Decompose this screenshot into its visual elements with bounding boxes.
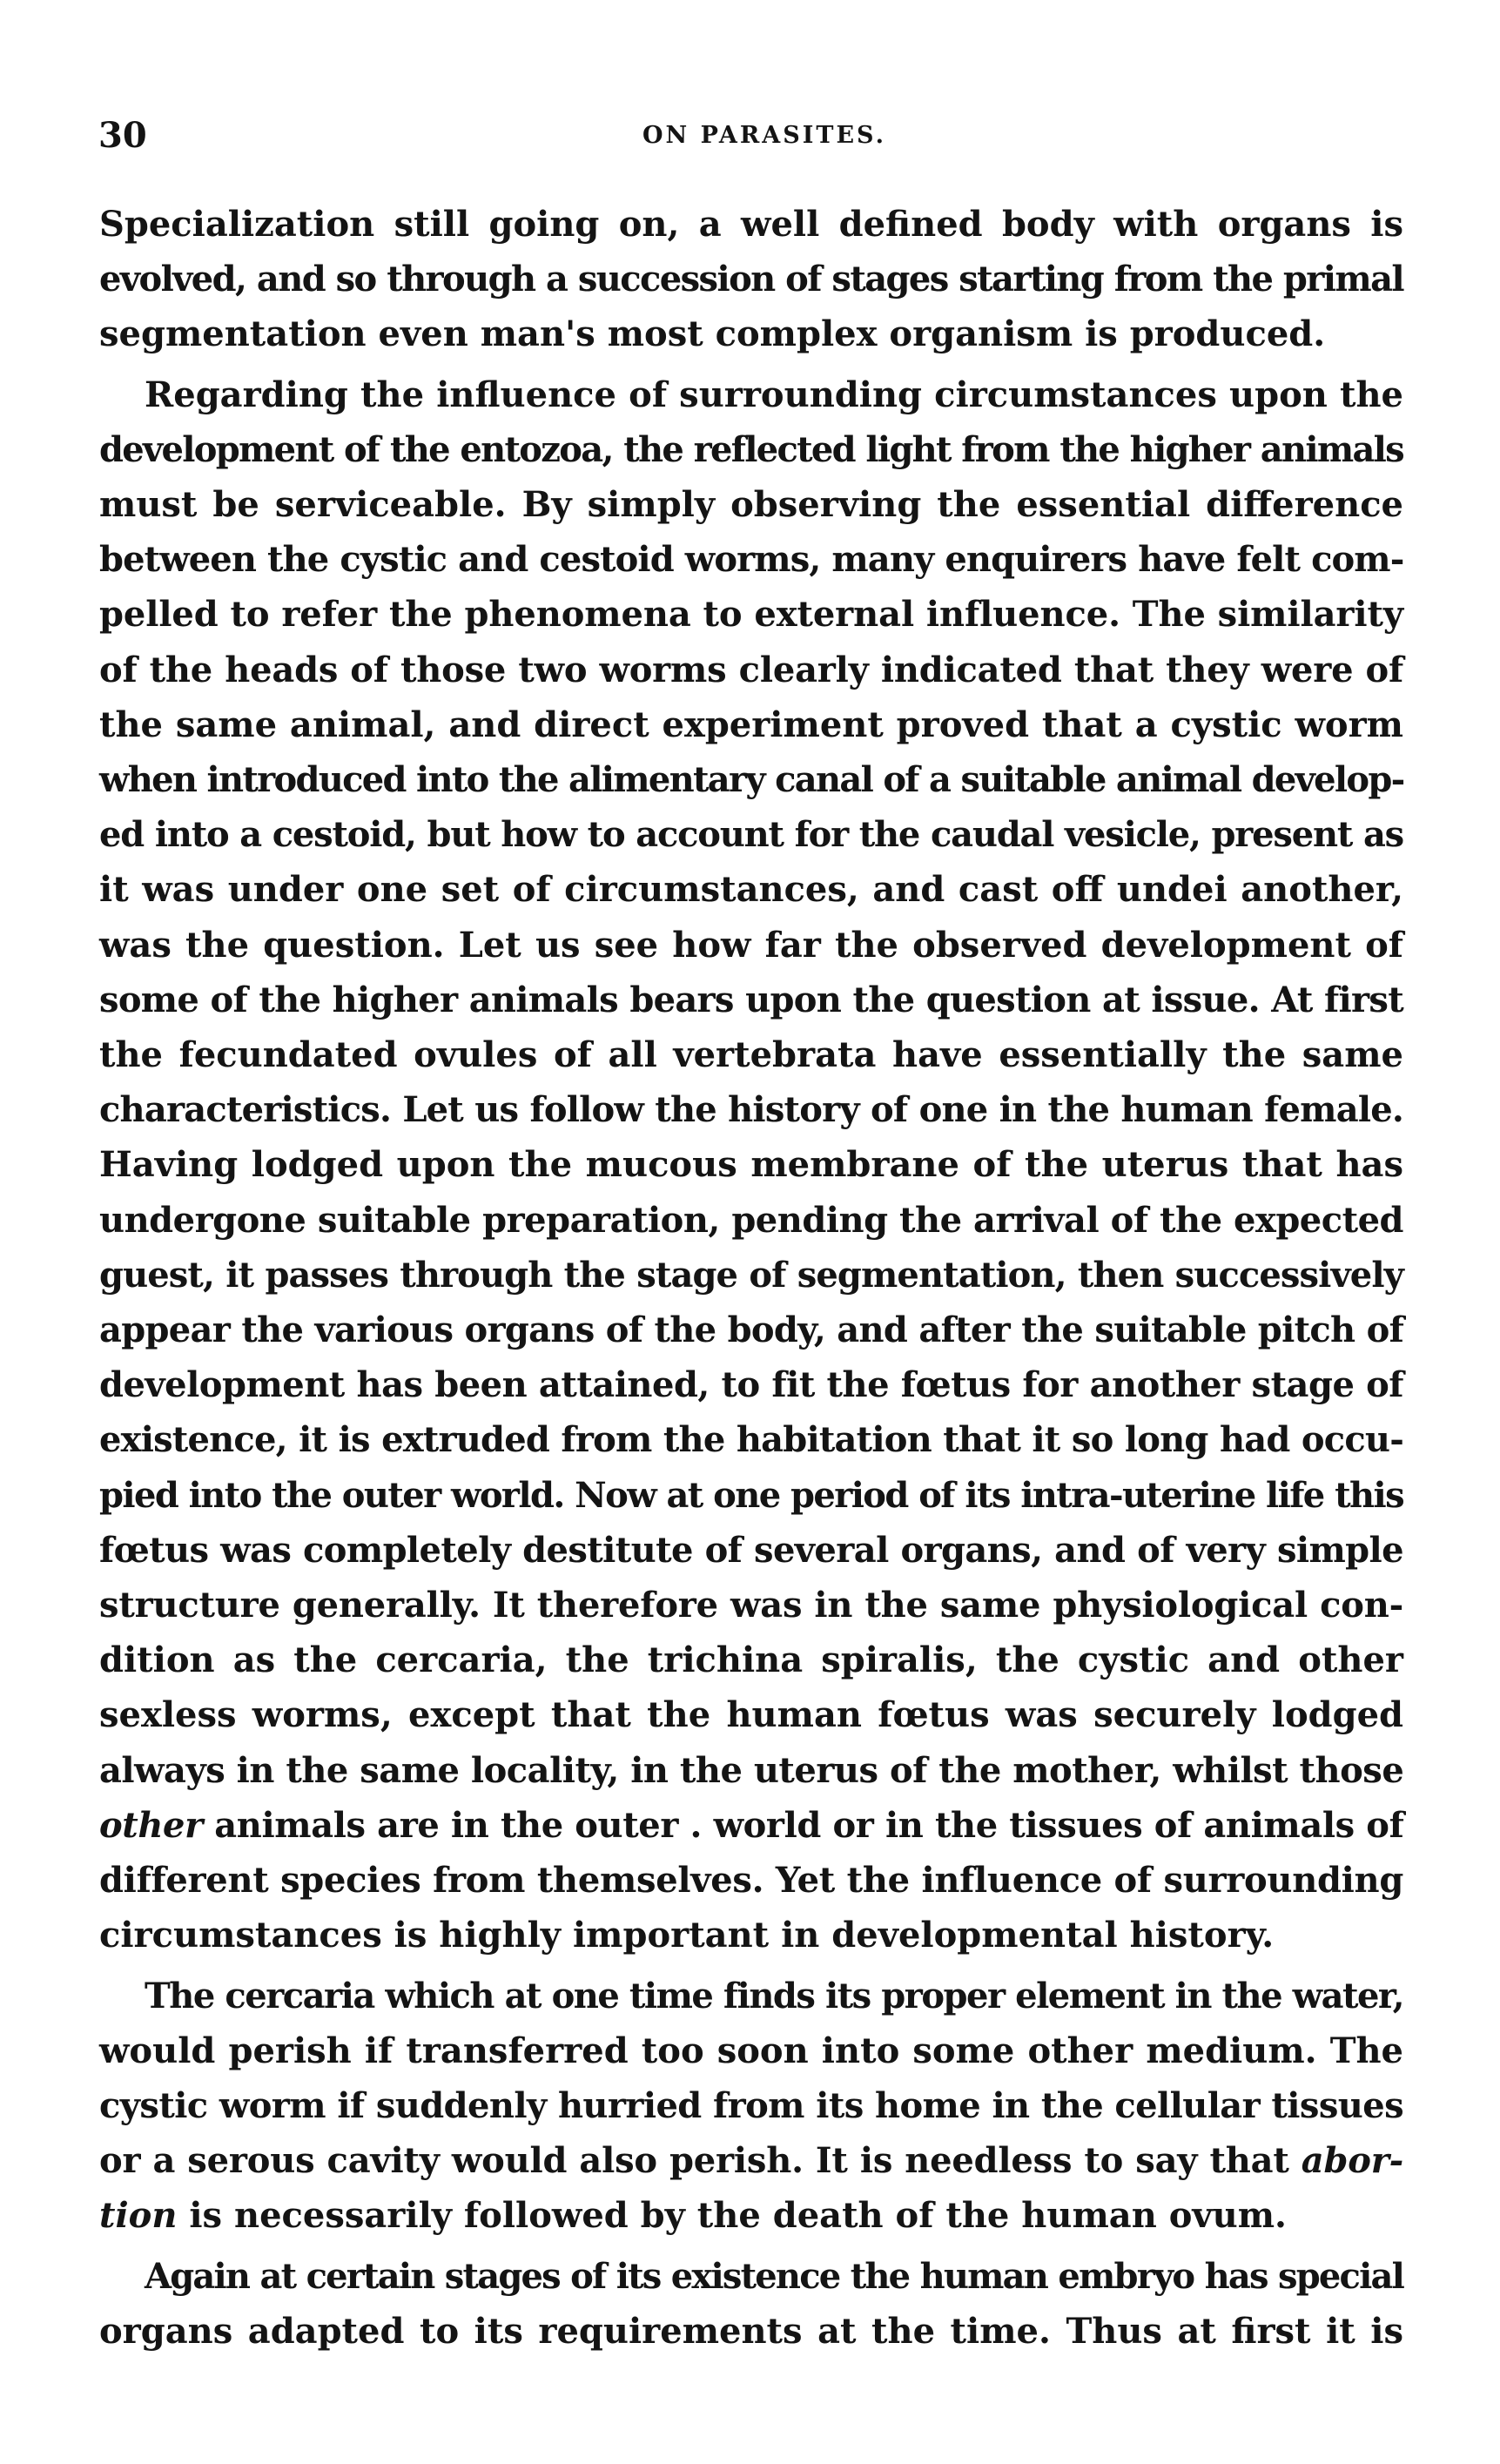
body-text (99, 197, 1403, 2364)
text-run: animals are in the outer . world or in the tissues of animals of (202, 1804, 1404, 1846)
paragraph-1 (99, 197, 1403, 362)
text-line: was the question. Let us see how far the observed development of (99, 924, 1403, 966)
text-line: The cercaria which at one time finds its proper element in the water, (145, 1975, 1403, 2016)
running-title: ON PARASITES. (642, 122, 886, 149)
text-line-with-italic (99, 2188, 1403, 2243)
text-line: Again at certain stages of its existence the human embryo has special (145, 2255, 1403, 2297)
italic-word: other (99, 1804, 203, 1846)
text-line-with-italic (99, 2133, 1403, 2188)
text-line: appear the various organs of the body, and after the suitable pitch of (99, 1309, 1404, 1351)
text-run: or a serous cavity would also perish. It is needless to say that (99, 2140, 1302, 2182)
text-line-with-italic (99, 1798, 1403, 1853)
italic-word: abor- (1301, 2140, 1403, 2182)
paragraph-2 (99, 367, 1403, 1963)
text-line: existence, it is extruded from the habitation that it so long had occu- (99, 1419, 1403, 1461)
running-head (98, 113, 1430, 165)
text-line: ed into a cestoid, but how to account for the caudal vesicle, present as (99, 814, 1403, 856)
text-line: circumstances is highly important in developmental history. (99, 1915, 1275, 1956)
text-line: Specialization still going on, a well defined body with organs is (99, 204, 1403, 245)
text-line: Regarding the influence of surrounding circumstances upon the (145, 374, 1403, 415)
text-line: development has been attained, to fit the fœtus for another stage of (99, 1364, 1403, 1406)
text-line: characteristics. Let us follow the history of one in the human female. (99, 1089, 1403, 1131)
text-line: organs adapted to its requirements at the time. Thus at first it is (99, 2310, 1403, 2352)
text-line: sexless worms, except that the human fœtus was securely lodged (99, 1694, 1403, 1736)
italic-word: tion (99, 2195, 178, 2237)
text-line: of the heads of those two worms clearly indicated that they were of (99, 649, 1403, 690)
text-line: pelled to refer the phenomena to external influence. The similarity (99, 594, 1403, 636)
text-line: guest, it passes through the stage of segmentation, then successively (99, 1254, 1403, 1296)
text-run: is necessarily followed by the death of the human ovum. (177, 2195, 1287, 2237)
text-line: fœtus was completely destitute of several organs, and of very simple (99, 1529, 1403, 1571)
text-line: different species from themselves. Yet the influence of surrounding (99, 1860, 1403, 1902)
page-number: 30 (98, 115, 147, 156)
text-line: segmentation even man's most complex organism is produced. (99, 313, 1326, 355)
text-line: dition as the cercaria, the trichina spiralis, the cystic and other (99, 1639, 1403, 1681)
text-line: some of the higher animals bears upon the question at issue. At first (99, 979, 1403, 1020)
text-line: pied into the outer world. Now at one period of its intra-uterine life this (99, 1474, 1403, 1516)
text-line: cystic worm if suddenly hurried from its home in the cellular tissues (99, 2084, 1403, 2126)
text-line: development of the entozoa, the reflected light from the higher animals (99, 428, 1403, 470)
text-line: between the cystic and cestoid worms, many enquirers have felt com- (99, 539, 1404, 581)
paragraph-4 (99, 2249, 1403, 2359)
text-line: structure generally. It therefore was in the same physiological con- (99, 1585, 1403, 1626)
text-line: always in the same locality, in the uterus of the mother, whilst those (99, 1749, 1404, 1791)
paragraph-3 (99, 1969, 1403, 2244)
text-line: must be serviceable. By simply observing the essential difference (99, 484, 1403, 526)
text-line: when introduced into the alimentary canal of a suitable animal develop- (99, 759, 1404, 801)
text-line: evolved, and so through a succession of stages starting from the primal (99, 259, 1403, 300)
text-line: undergone suitable preparation, pending the arrival of the expected (99, 1199, 1403, 1241)
text-line: Having lodged upon the mucous membrane of the uterus that has (99, 1144, 1403, 1186)
text-line: it was under one set of circumstances, and cast off undei another, (99, 869, 1403, 911)
text-line: would perish if transferred too soon into some other medium. The (99, 2030, 1403, 2071)
text-line: the fecundated ovules of all vertebrata have essentially the same (99, 1034, 1403, 1076)
text-line: the same animal, and direct experiment proved that a cystic worm (99, 704, 1403, 745)
